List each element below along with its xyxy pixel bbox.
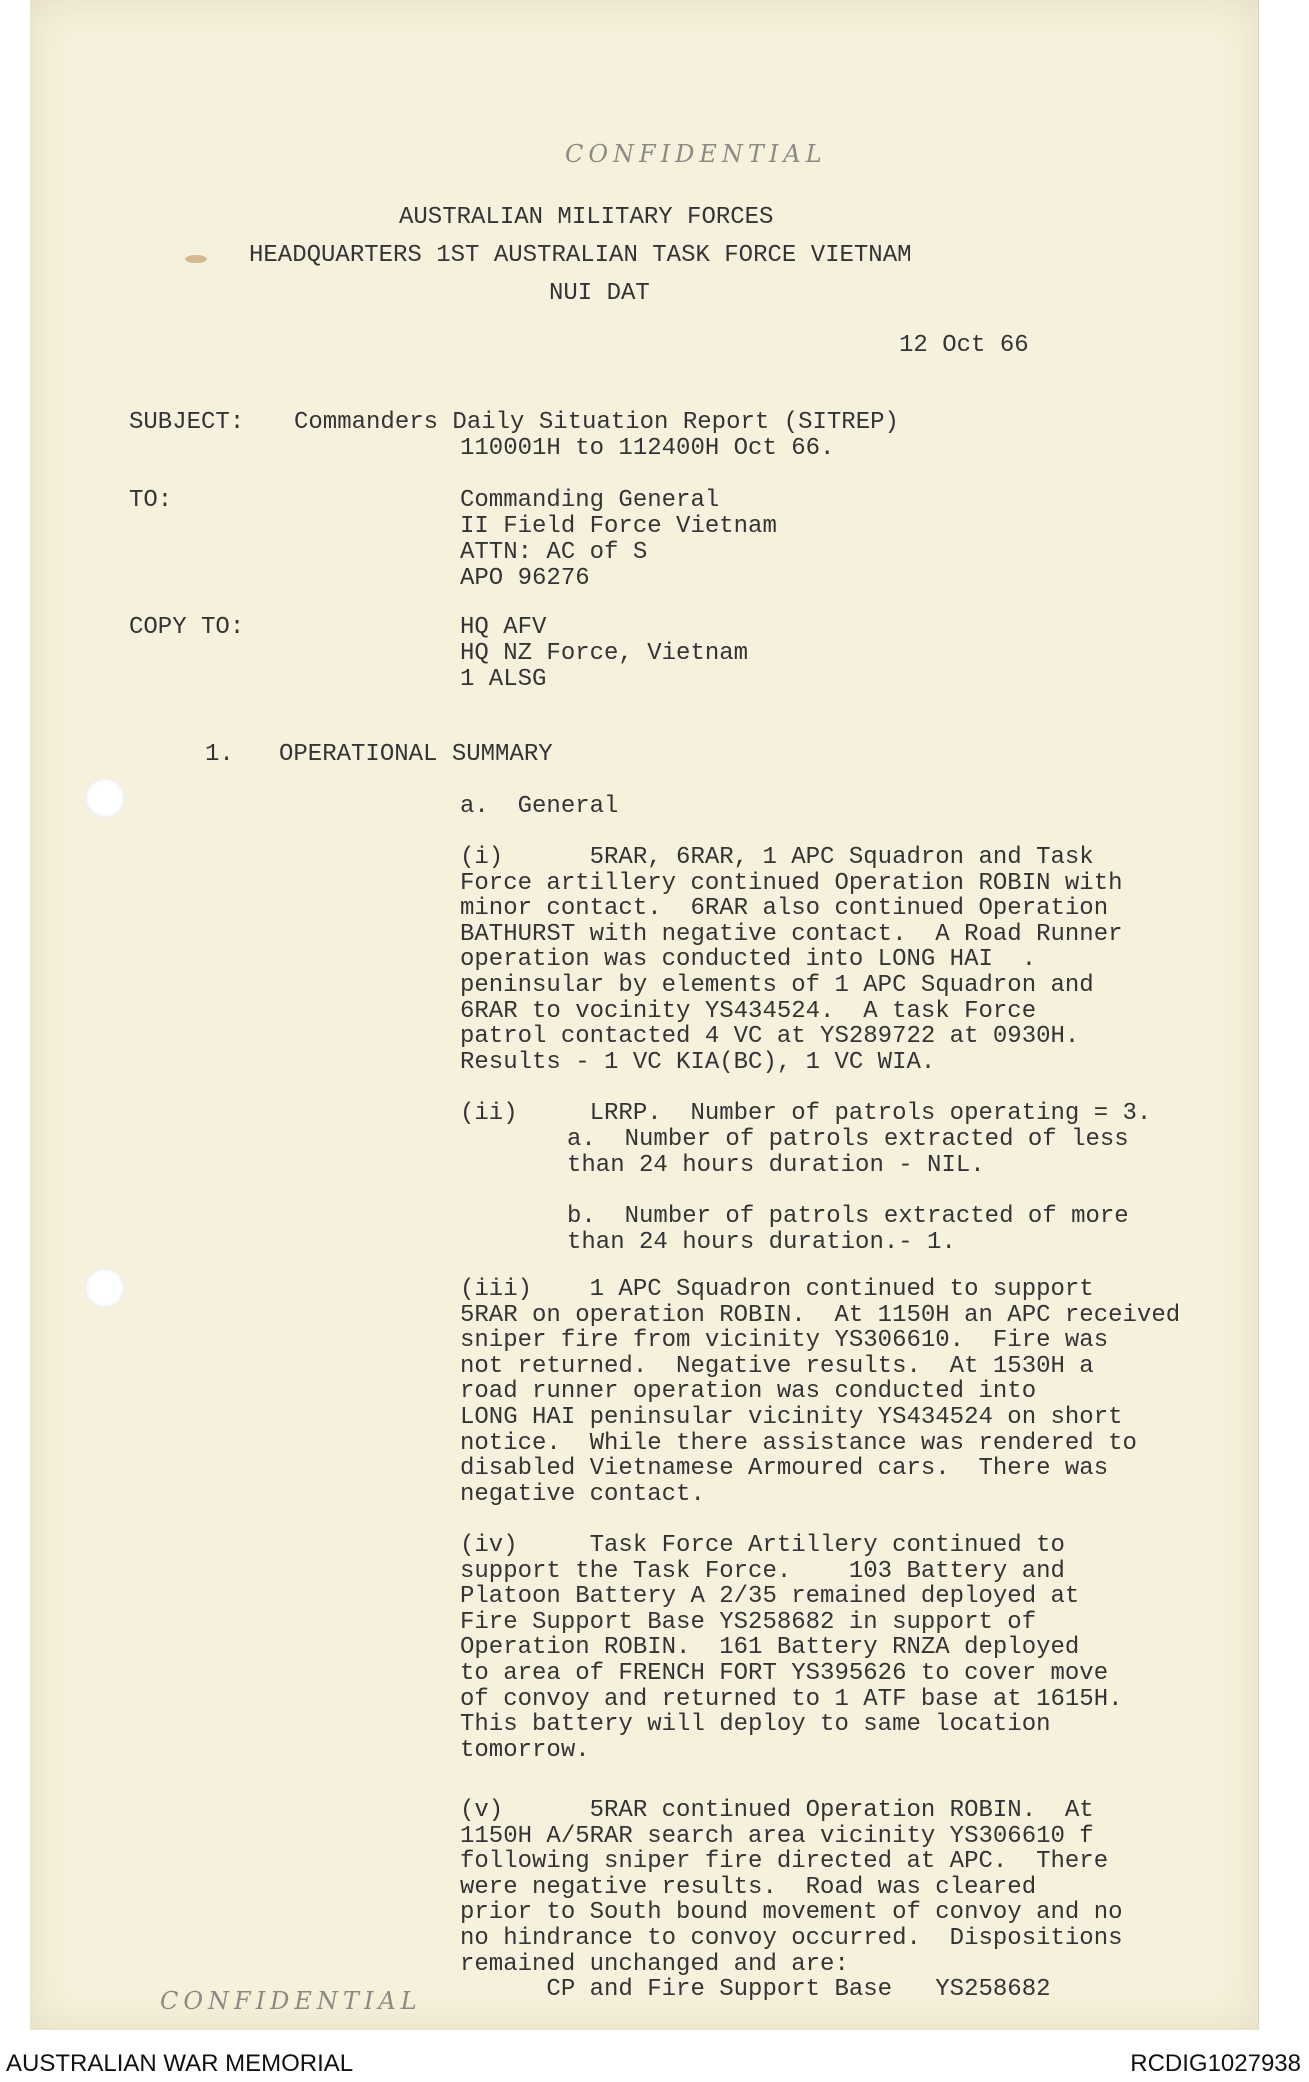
- paragraph-line: operation was conducted into LONG HAI .: [460, 946, 1037, 974]
- paragraph-subitem-line: than 24 hours duration.- 1.: [567, 1228, 956, 1256]
- paragraph-line: 6RAR to vocinity YS434524. A task Force: [460, 997, 1037, 1025]
- punch-hole-lower: [85, 1268, 125, 1308]
- paragraph-line: (v) 5RAR continued Operation ROBIN. At: [460, 1797, 1094, 1824]
- paragraph-line: support the Task Force. 103 Battery and: [460, 1557, 1065, 1585]
- paragraph-line: road runner operation was conducted into: [460, 1378, 1037, 1406]
- paragraph-line: negative contact.: [460, 1480, 705, 1508]
- subject-line-1: Commanders Daily Situation Report (SITREP): [294, 409, 899, 436]
- paragraph-line: prior to South bound movement of convoy and no: [460, 1899, 1123, 1927]
- paragraph-line: remained unchanged and are:: [460, 1950, 849, 1978]
- paragraph-line: 5RAR on operation ROBIN. At 1150H an APC received: [460, 1301, 1181, 1329]
- paragraph-line: sniper fire from vicinity YS306610. Fire was: [460, 1327, 1109, 1355]
- copy-to-line: HQ NZ Force, Vietnam: [460, 640, 749, 667]
- punch-hole-upper: [85, 778, 125, 818]
- paragraph-line: (ii) LRRP. Number of patrols operating = 3.: [460, 1100, 1152, 1127]
- to-line: ATTN: AC of S: [460, 539, 648, 566]
- section-subheading: a. General: [460, 793, 619, 820]
- paragraph-line: 1150H A/5RAR search area vicinity YS306610 f: [460, 1822, 1094, 1850]
- confidential-stamp-bottom: CONFIDENTIAL: [160, 1987, 422, 2015]
- paragraph-subitem-line: than 24 hours duration - NIL.: [567, 1151, 985, 1179]
- paragraph-line: Fire Support Base YS258682 in support of: [460, 1608, 1037, 1636]
- footer-record-id: RCDIG1027938: [1130, 2050, 1301, 2077]
- footer-institution: AUSTRALIAN WAR MEMORIAL: [6, 2050, 354, 2077]
- paragraph-line: LONG HAI peninsular vicinity YS434524 on short: [460, 1404, 1123, 1431]
- stain-mark: [185, 255, 207, 263]
- paragraph-line: BATHURST with negative contact. A Road Runner: [460, 920, 1123, 948]
- document-date: 12 Oct 66: [899, 332, 1029, 359]
- to-line: APO 96276: [460, 565, 590, 592]
- confidential-stamp-top: CONFIDENTIAL: [565, 140, 827, 168]
- to-line: II Field Force Vietnam: [460, 513, 777, 540]
- paragraph-line: This battery will deploy to same location: [460, 1711, 1051, 1739]
- paragraph-line: CP and Fire Support Base YS258682: [460, 1976, 1051, 2004]
- paragraph-line: Operation ROBIN. 161 Battery RNZA deployed: [460, 1634, 1080, 1662]
- to-line: Commanding General: [460, 487, 720, 514]
- copy-to-label: COPY TO:: [129, 614, 245, 641]
- paragraph-line: Platoon Battery A 2/35 remained deployed at: [460, 1583, 1080, 1611]
- paragraph-line: Results - 1 VC KIA(BC), 1 VC WIA.: [460, 1048, 936, 1076]
- paragraph-line: minor contact. 6RAR also continued Operation: [460, 895, 1109, 923]
- header-line-2: HEADQUARTERS 1ST AUSTRALIAN TASK FORCE VIETNAM: [249, 242, 912, 269]
- to-label: TO:: [129, 487, 173, 514]
- paragraph-line: patrol contacted 4 VC at YS289722 at 0930H.: [460, 1023, 1080, 1051]
- paragraph-line: disabled Vietnamese Armoured cars. There was: [460, 1455, 1109, 1483]
- paragraph-line: to area of FRENCH FORT YS395626 to cover move: [460, 1660, 1109, 1687]
- paragraph-line: peninsular by elements of 1 APC Squadron and: [460, 972, 1094, 999]
- paragraph-line: (iii) 1 APC Squadron continued to support: [460, 1276, 1094, 1303]
- header-line-1: AUSTRALIAN MILITARY FORCES: [399, 204, 774, 231]
- subject-line-2: 110001H to 112400H Oct 66.: [460, 435, 835, 462]
- section-title: OPERATIONAL SUMMARY: [279, 741, 553, 768]
- paragraph-line: no hindrance to convoy occurred. Dispositions: [460, 1925, 1123, 1952]
- section-number: 1.: [205, 741, 234, 768]
- paragraph-line: of convoy and returned to 1 ATF base at 1615H.: [460, 1685, 1123, 1713]
- copy-to-line: 1 ALSG: [460, 666, 547, 693]
- paragraph-line: tomorrow.: [460, 1736, 590, 1764]
- paragraph-line: Force artillery continued Operation ROBIN with: [460, 869, 1123, 897]
- header-line-3: NUI DAT: [549, 280, 650, 307]
- paragraph-subitem-line: b. Number of patrols extracted of more: [567, 1203, 1129, 1230]
- subject-label: SUBJECT:: [129, 409, 245, 436]
- paragraph-line: notice. While there assistance was rendered to: [460, 1429, 1137, 1457]
- copy-to-line: HQ AFV: [460, 614, 547, 641]
- paragraph-line: (iv) Task Force Artillery continued to: [460, 1532, 1065, 1559]
- paragraph-line: following sniper fire directed at APC. There: [460, 1848, 1109, 1876]
- paragraph-line: (i) 5RAR, 6RAR, 1 APC Squadron and Task: [460, 844, 1094, 871]
- archive-footer: [0, 2046, 1309, 2082]
- paragraph-line: were negative results. Road was cleared: [460, 1873, 1037, 1901]
- paragraph-line: not returned. Negative results. At 1530H a: [460, 1352, 1094, 1380]
- paragraph-subitem-line: a. Number of patrols extracted of less: [567, 1126, 1129, 1153]
